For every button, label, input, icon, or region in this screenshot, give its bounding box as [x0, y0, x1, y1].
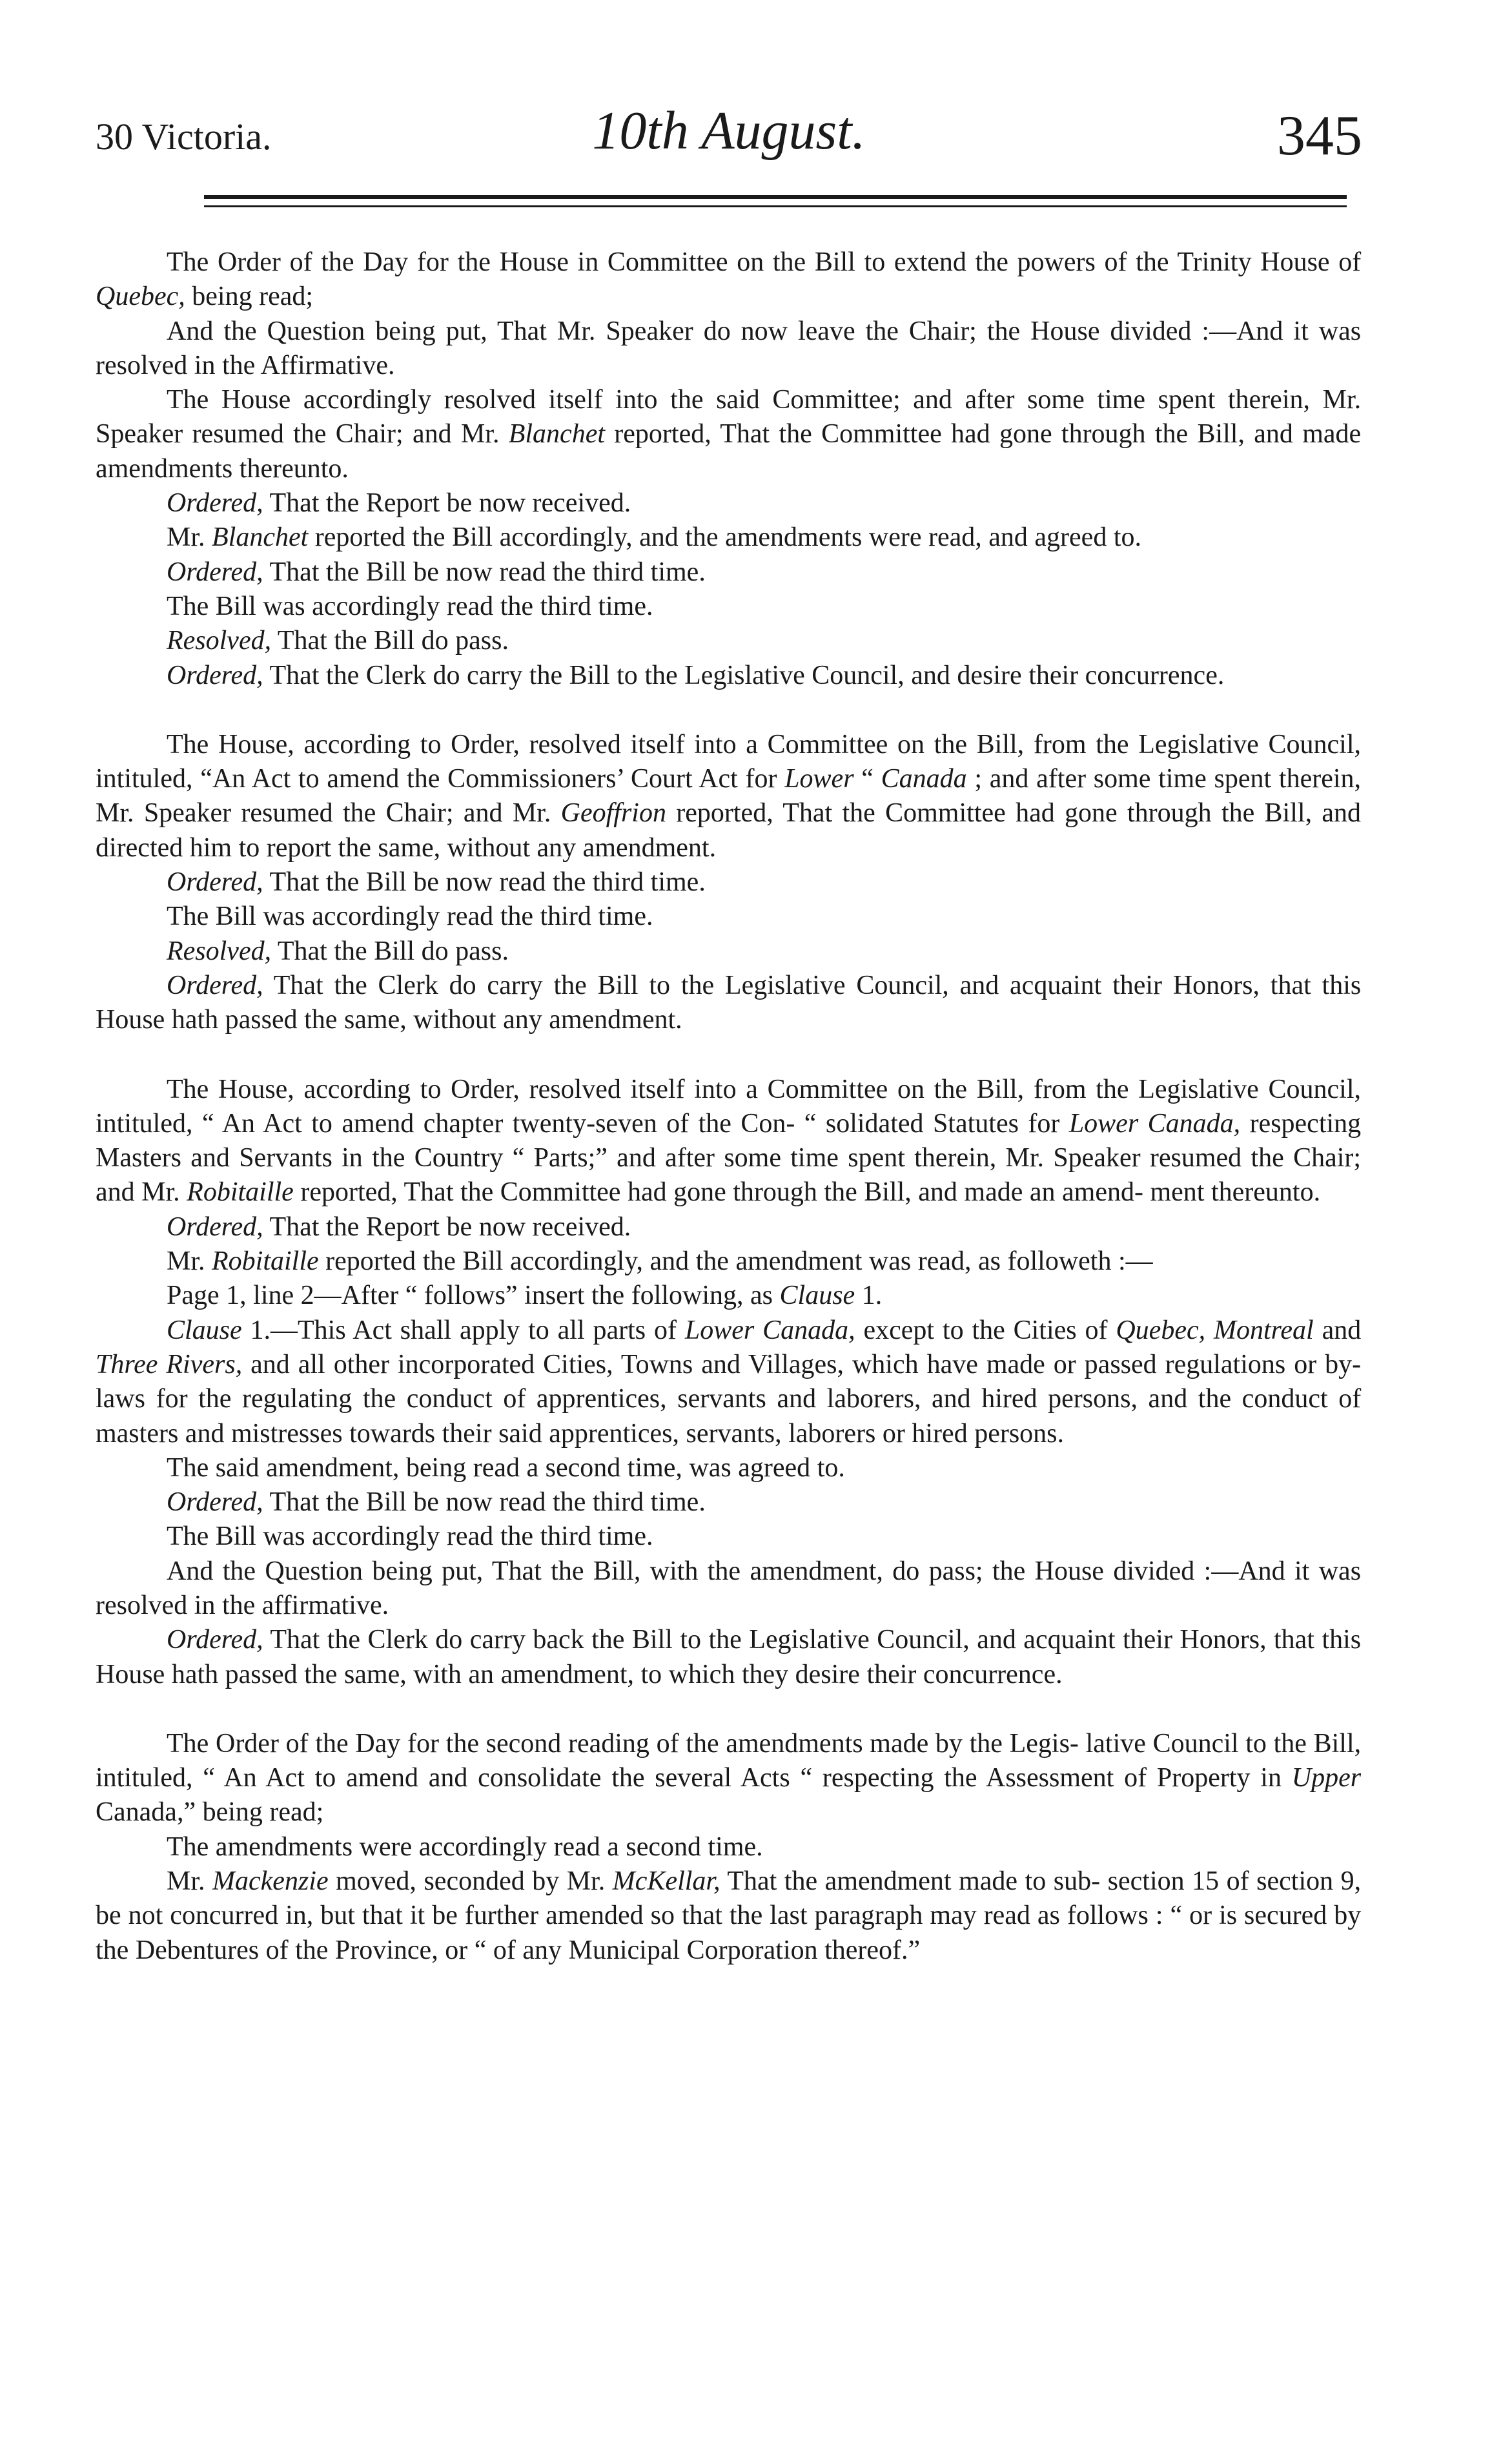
paragraph: Ordered, That the Clerk do carry the Bill to the Legislative Council, and acquaint their Honors, that this House hath passed the same, without any amendment.	[96, 970, 1362, 1035]
paragraph: Clause 1.—This Act shall apply to all parts of Lower Canada, except to the Cities of Quebec, Montreal and Three Rivers, and all other incorporated Cities, Towns and Villages, which have made or passed regulations or by-laws for the regulating the conduct of apprentices, servants and laborers, and hired persons, and the conduct of masters and mistresses towards their said apprentices, servants, laborers or hired persons.	[96, 1315, 1362, 1449]
paragraph: Ordered, That the Bill be now read the third time.	[167, 867, 706, 898]
paragraph: The House, according to Order, resolved itself into a Committee on the Bill, from the Legislative Council, intituled, “An Act to amend the Commissioners’ Court Act for Lower “ Canada ; and after some time spent therein, Mr. Speaker resumed the Chair; and Mr. Geoffrion reported, That the Committee had gone through the Bill, and directed him to report the same, without any amendment.	[96, 729, 1362, 863]
paragraph: Resolved, That the Bill do pass.	[167, 626, 509, 656]
paragraph: And the Question being put, That the Bill, with the amendment, do pass; the House divided :—And it was resolved in the affirmative.	[96, 1556, 1362, 1620]
date-label: 10th August.	[592, 101, 866, 161]
paragraph: Mr. Mackenzie moved, seconded by Mr. McKellar, That the amendment made to sub- section 15 of section 9, be not concurred in, but that it be further amended so that the last paragraph may read as follows : “ or is secured by the Debentures of the Province, or “ of any Municipal Corporation thereof.”	[96, 1866, 1362, 1965]
paragraph: Ordered, That the Clerk do carry the Bill to the Legislative Council, and desire their concurrence.	[167, 660, 1225, 690]
paragraph: Ordered, That the Report be now received.	[167, 488, 631, 519]
paragraph: Mr. Robitaille reported the Bill accordingly, and the amendment was read, as followeth :—	[167, 1246, 1153, 1277]
paragraph: And the Question being put, That Mr. Speaker do now leave the Chair; the House divided :—And it was resolved in the Affirmative.	[96, 316, 1362, 380]
paragraph: The Order of the Day for the House in Committee on the Bill to extend the powers of the Trinity House of Quebec, being read;	[96, 247, 1362, 312]
paragraph: The Bill was accordingly read the third time.	[167, 591, 653, 621]
paragraph: Resolved, That the Bill do pass.	[167, 936, 509, 966]
paragraph: The Bill was accordingly read the third time.	[167, 902, 653, 932]
header-rule-thick	[204, 195, 1347, 199]
section-gap	[96, 1692, 1361, 1727]
journal-body	[96, 245, 1361, 1968]
paragraph: The Order of the Day for the second reading of the amendments made by the Legis- lative Council to the Bill, intituled, “ An Act to amend and consolidate the several Acts “ respecting the Assessment of Property in Upper Canada,” being read;	[96, 1728, 1362, 1828]
session-label: 30 Victoria.	[96, 116, 272, 158]
section-gap	[96, 693, 1361, 728]
paragraph: Ordered, That the Report be now received.	[167, 1212, 631, 1242]
paragraph: Ordered, That the Clerk do carry back the Bill to the Legislative Council, and acquaint their Honors, that this House hath passed the same, with an amendment, to which they desire their concurrence.	[96, 1625, 1362, 1689]
page-number: 345	[1277, 105, 1362, 167]
paragraph: The Bill was accordingly read the third time.	[167, 1522, 653, 1552]
section-gap	[96, 1038, 1361, 1073]
paragraph: The said amendment, being read a second time, was agreed to.	[167, 1452, 845, 1483]
paragraph: The amendments were accordingly read a second time.	[167, 1831, 763, 1862]
paragraph: The House accordingly resolved itself into the said Committee; and after some time spent therein, Mr. Speaker resumed the Chair; and Mr. Blanchet reported, That the Committee had gone through the Bill, and made amendments thereunto.	[96, 385, 1362, 484]
running-header	[96, 97, 1362, 168]
paragraph: The House, according to Order, resolved itself into a Committee on the Bill, from the Legislative Council, intituled, “ An Act to amend chapter twenty-seven of the Con- “ solidated Statutes for Lower Canada, respecting Masters and Servants in the Country “ Parts;” and after some time spent therein, Mr. Speaker resumed the Chair; and Mr. Robitaille reported, That the Committee had gone through the Bill, and made an amend- ment thereunto.	[96, 1074, 1362, 1208]
paragraph: Mr. Blanchet reported the Bill accordingly, and the amendments were read, and agreed to.	[167, 522, 1141, 553]
header-rule-thin	[204, 205, 1347, 207]
paragraph: Ordered, That the Bill be now read the third time.	[167, 557, 706, 587]
paragraph: Page 1, line 2—After “ follows” insert the following, as Clause 1.	[167, 1281, 883, 1311]
paragraph: Ordered, That the Bill be now read the third time.	[167, 1487, 706, 1518]
